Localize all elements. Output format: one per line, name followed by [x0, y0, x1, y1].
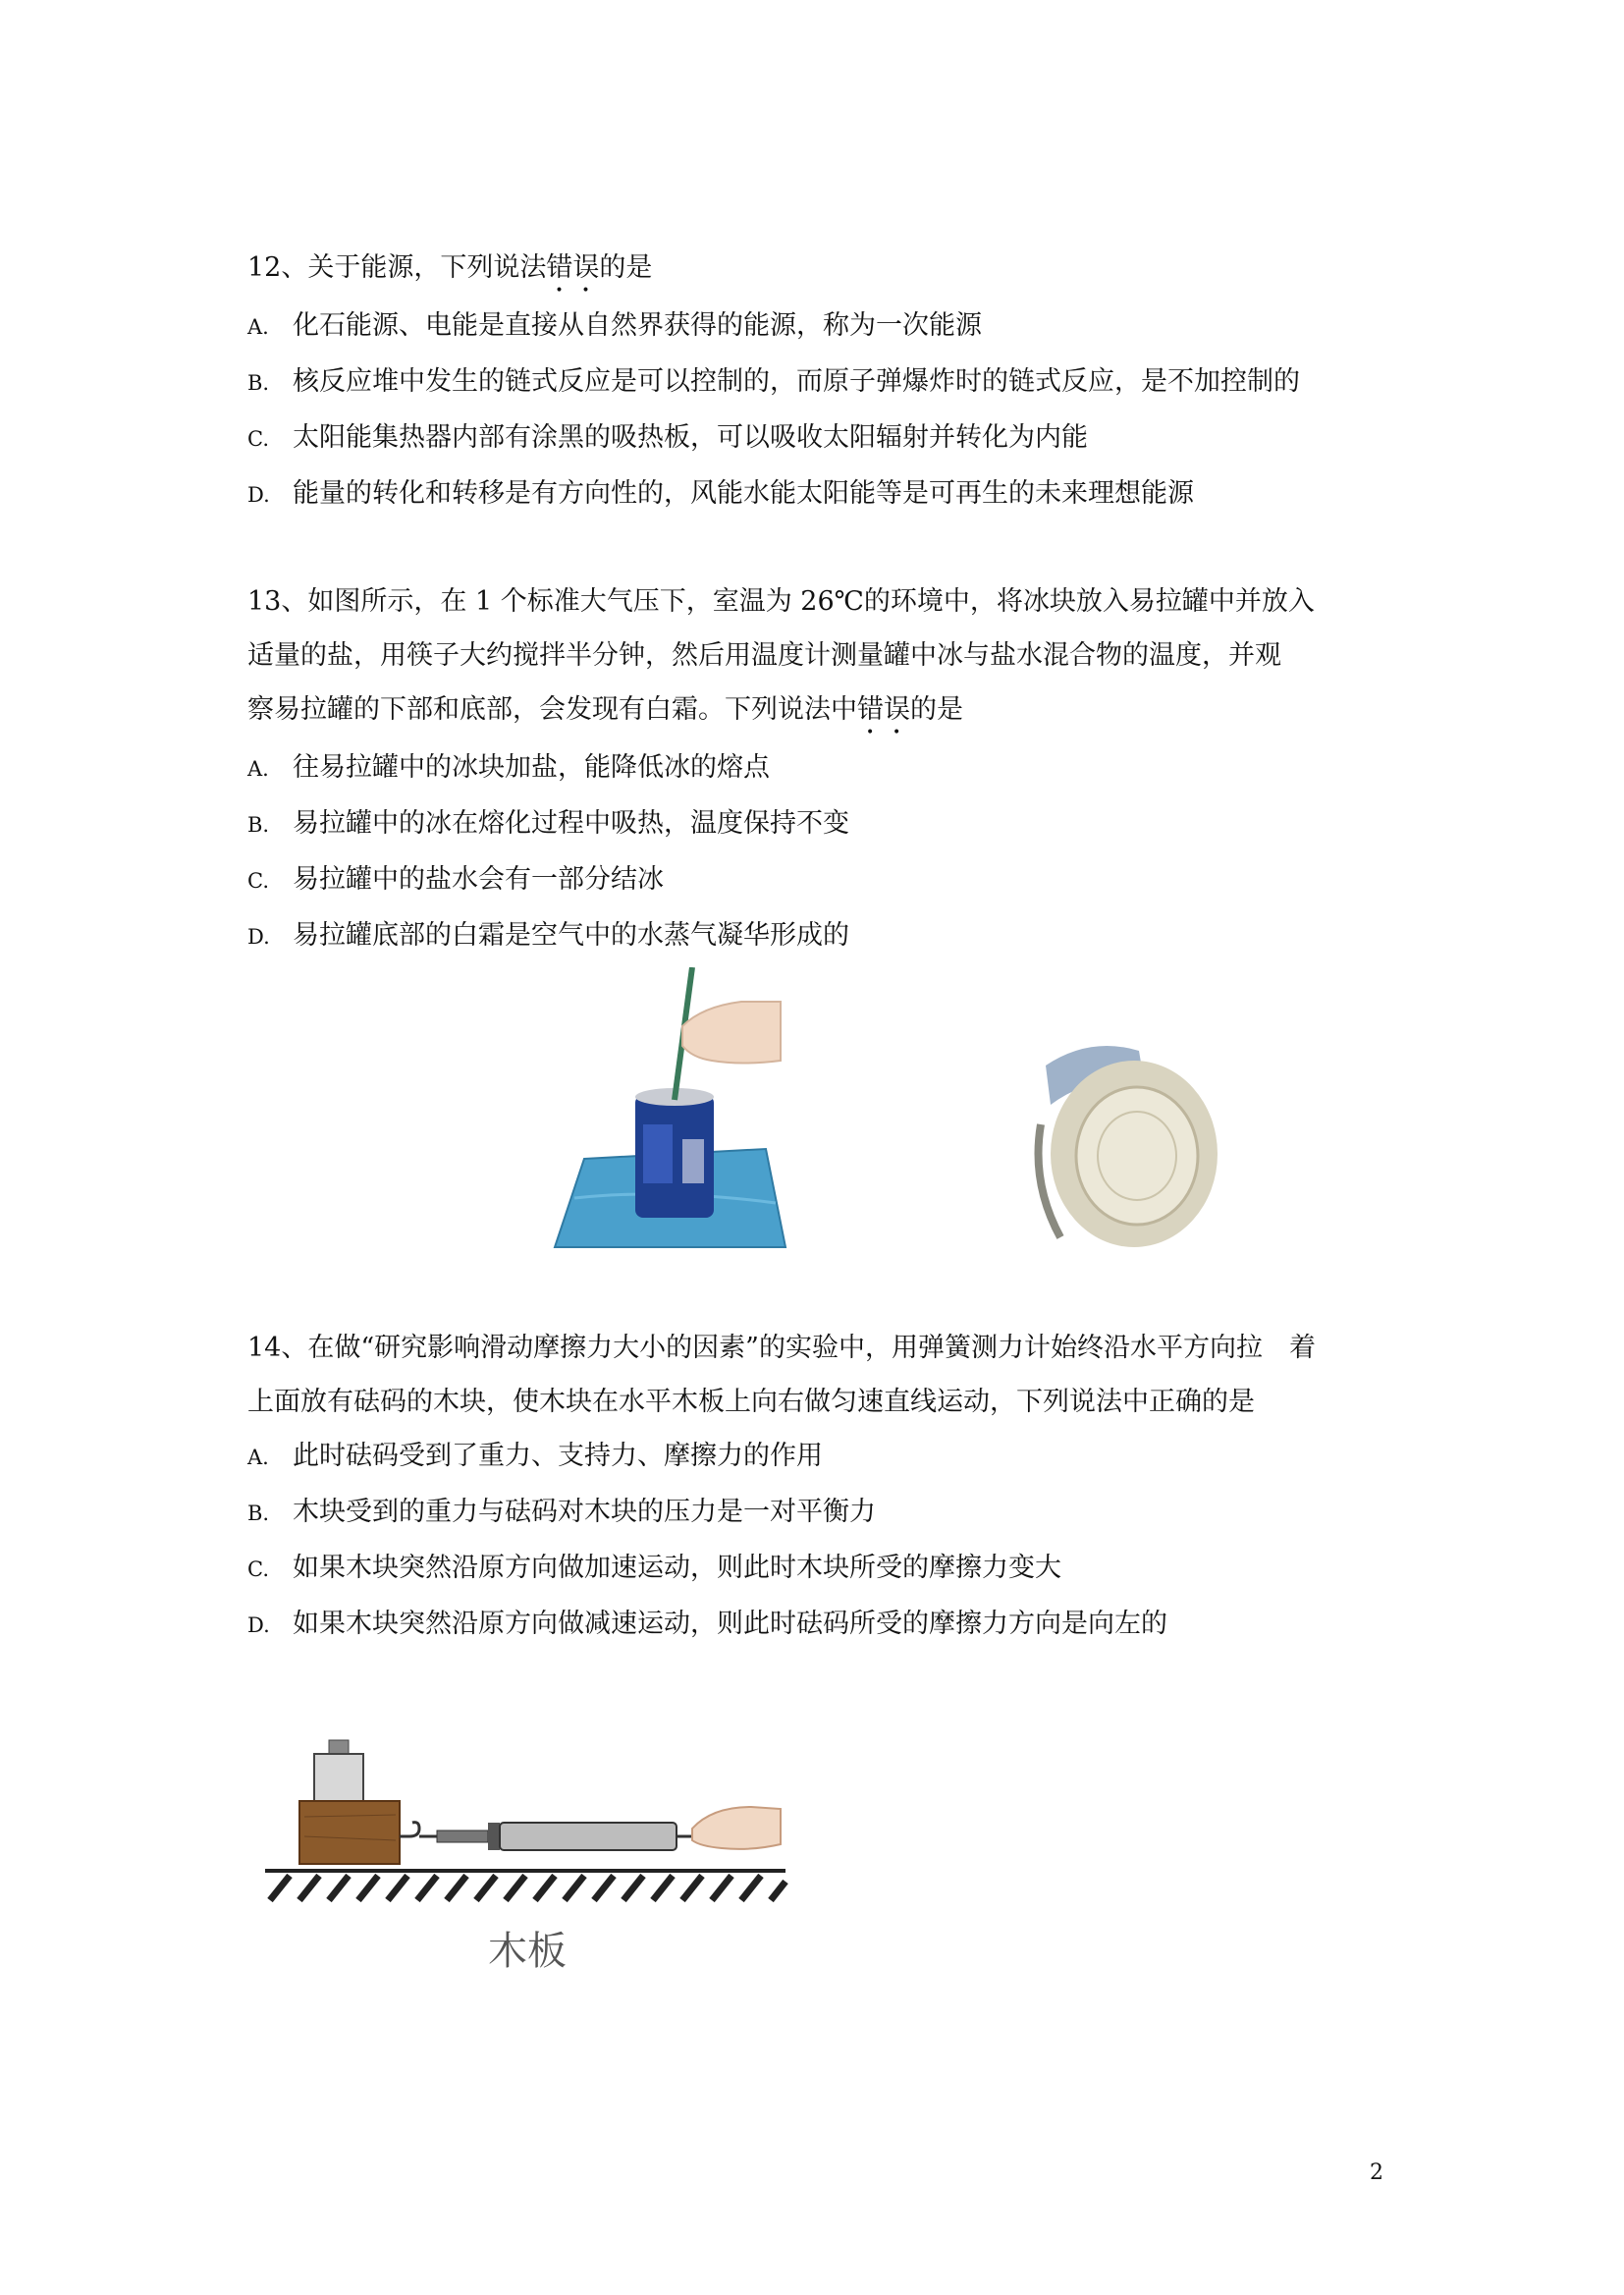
option-d: D. 能量的转化和转移是有方向性的，风能水能太阳能等是可再生的未来理想能源 — [247, 478, 1194, 509]
option-c: C. 如果木块突然沿原方向做加速运动，则此时木块所受的摩擦力变大 — [247, 1553, 1061, 1583]
scale-rod — [437, 1831, 488, 1842]
page-number: 2 — [1370, 2160, 1383, 2185]
question-13-stem-line: 13、如图所示，在 1 个标准大气压下，室温为 26℃的环境中，将冰块放入易拉罐中并放入 — [247, 586, 1315, 617]
emphasis-text: 错误 — [546, 252, 600, 283]
floor-hatching — [270, 1876, 785, 1900]
option-a: A. 此时砝码受到了重力、支持力、摩擦力的作用 — [247, 1441, 823, 1471]
option-a: A. 化石能源、电能是直接从自然界获得的能源，称为一次能源 — [247, 310, 982, 341]
question-14-stem-line: 14、在做“研究影响滑动摩擦力大小的因素”的实验中，用弹簧测力计始终沿水平方向拉 着 — [247, 1333, 1316, 1363]
question-12-stem: 12、关于能源，下列说法错误的是 — [247, 252, 653, 283]
weight — [314, 1754, 363, 1801]
option-c: C. 太阳能集热器内部有涂黑的吸热板，可以吸收太阳辐射并转化为内能 — [247, 422, 1088, 453]
emphasis-text: 错误 — [857, 694, 910, 725]
option-d: D. 易拉罐底部的白霜是空气中的水蒸气凝华形成的 — [247, 920, 849, 951]
question-12 — [247, 241, 1406, 522]
can-bottom-frost-photo — [1031, 1036, 1222, 1252]
hook — [400, 1823, 419, 1836]
option-a: A. 往易拉罐中的冰块加盐，能降低冰的熔点 — [247, 752, 770, 783]
option-b: B. 易拉罐中的冰在熔化过程中吸热，温度保持不变 — [247, 808, 849, 839]
board-label: 木板 — [488, 1929, 567, 1974]
hand — [692, 1807, 781, 1849]
weight-knob — [329, 1740, 349, 1754]
option-b: B. 木块受到的重力与砝码对木块的压力是一对平衡力 — [247, 1497, 876, 1527]
question-13-stem-line: 适量的盐，用筷子大约搅拌半分钟，然后用温度计测量罐中冰与盐水混合物的温度，并观 — [247, 640, 1281, 671]
question-14-stem-line: 上面放有砝码的木块，使木块在水平木板上向右做匀速直线运动，下列说法中正确的是 — [247, 1387, 1255, 1417]
question-14 — [247, 1321, 1406, 1653]
spring-scale — [500, 1823, 677, 1850]
can-stirring-photo — [545, 967, 790, 1252]
question-13 — [247, 574, 1406, 964]
question-13-stem-line: 察易拉罐的下部和底部，会发现有白霜。下列说法中错误的是 — [247, 694, 963, 725]
option-c: C. 易拉罐中的盐水会有一部分结冰 — [247, 864, 664, 895]
friction-experiment-diagram — [260, 1738, 790, 1994]
wooden-block — [299, 1801, 400, 1864]
option-d: D. 如果木块突然沿原方向做减速运动，则此时砝码所受的摩擦力方向是向左的 — [247, 1609, 1167, 1639]
option-b: B. 核反应堆中发生的链式反应是可以控制的，而原子弹爆炸时的链式反应，是不加控制的 — [247, 366, 1300, 397]
